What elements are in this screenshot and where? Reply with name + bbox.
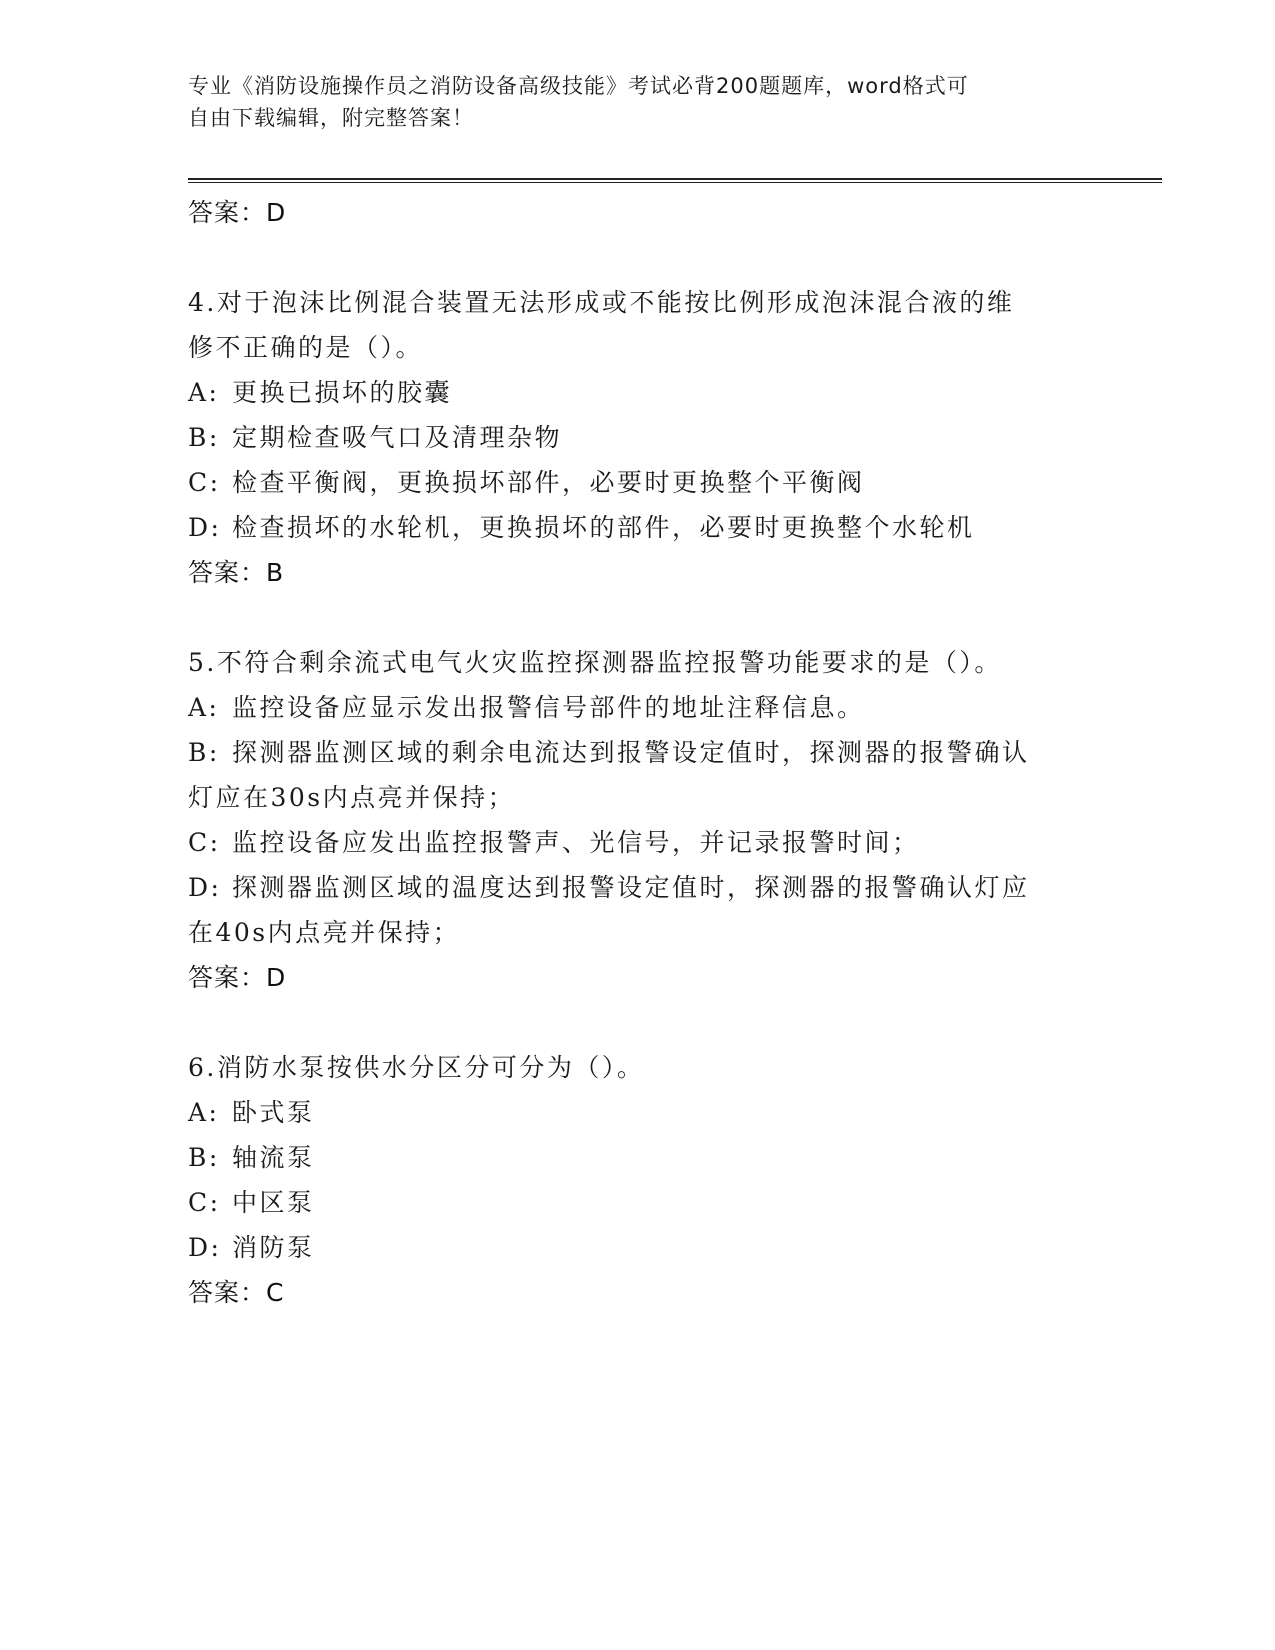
option-text: 探测器监测区域的温度达到报警设定值时，探测器的报警确认灯应 <box>232 873 1030 902</box>
option-c <box>188 1180 1088 1225</box>
option-text: 监控设备应显示发出报警信号部件的地址注释信息。 <box>232 693 865 722</box>
option-text: 更换已损坏的胶囊 <box>232 378 453 407</box>
option-d <box>188 865 1088 910</box>
option-text: 消防泵 <box>232 1233 315 1262</box>
spacer <box>188 595 1088 640</box>
option-d-continuation: 在40s内点亮并保持； <box>188 918 461 947</box>
spacer <box>188 235 1088 280</box>
header-line-1: 专业《消防设施操作员之消防设备高级技能》考试必背200题题库，word格式可 <box>188 74 969 98</box>
question-stem-line: 6.消防水泵按供水分区分可分为（）。 <box>188 1053 645 1082</box>
previous-answer: 答案：D <box>188 198 287 227</box>
question-block-6 <box>188 1045 1088 1315</box>
option-key: A: <box>188 378 220 407</box>
option-b <box>188 730 1088 775</box>
question-block-5 <box>188 640 1088 1000</box>
option-b <box>188 1135 1088 1180</box>
option-text: 轴流泵 <box>232 1143 315 1172</box>
option-key: B: <box>188 1143 220 1172</box>
option-c <box>188 460 1088 505</box>
option-text: 检查损坏的水轮机，更换损坏的部件，必要时更换整个水轮机 <box>232 513 975 542</box>
option-text: 检查平衡阀，更换损坏部件，必要时更换整个平衡阀 <box>232 468 865 497</box>
option-key: D: <box>188 513 222 542</box>
option-key: B: <box>188 738 220 767</box>
option-key: C: <box>188 1188 221 1217</box>
option-a <box>188 1090 1088 1135</box>
option-key: D: <box>188 1233 222 1262</box>
option-b <box>188 415 1088 460</box>
option-key: C: <box>188 828 221 857</box>
option-key: A: <box>188 693 220 722</box>
option-text: 监控设备应发出监控报警声、光信号，并记录报警时间； <box>232 828 920 857</box>
option-d <box>188 505 1088 550</box>
header-divider <box>188 178 1162 183</box>
option-text: 定期检查吸气口及清理杂物 <box>232 423 563 452</box>
header-line-2: 自由下载编辑，附完整答案！ <box>188 106 474 130</box>
option-key: A: <box>188 1098 220 1127</box>
option-b-continuation: 灯应在30s内点亮并保持； <box>188 783 516 812</box>
answer-line: 答案：D <box>188 963 287 992</box>
option-key: D: <box>188 873 222 902</box>
answer-line: 答案：B <box>188 558 285 587</box>
question-block-4 <box>188 280 1088 595</box>
option-text: 卧式泵 <box>232 1098 315 1127</box>
option-key: C: <box>188 468 221 497</box>
option-key: B: <box>188 423 220 452</box>
option-text: 中区泵 <box>232 1188 315 1217</box>
option-a <box>188 685 1088 730</box>
question-stem-line: 4.对于泡沫比例混合装置无法形成或不能按比例形成泡沫混合液的维 <box>188 288 1015 317</box>
spacer <box>188 1000 1088 1045</box>
option-c <box>188 820 1088 865</box>
document-body <box>188 190 1088 1315</box>
answer-line: 答案：C <box>188 1278 285 1307</box>
question-stem-line: 5.不符合剩余流式电气火灾监控探测器监控报警功能要求的是（）。 <box>188 648 1002 677</box>
document-header <box>188 70 1088 134</box>
option-text: 探测器监测区域的剩余电流达到报警设定值时，探测器的报警确认 <box>232 738 1030 767</box>
option-d <box>188 1225 1088 1270</box>
question-stem-line: 修不正确的是（）。 <box>188 333 424 362</box>
option-a <box>188 370 1088 415</box>
